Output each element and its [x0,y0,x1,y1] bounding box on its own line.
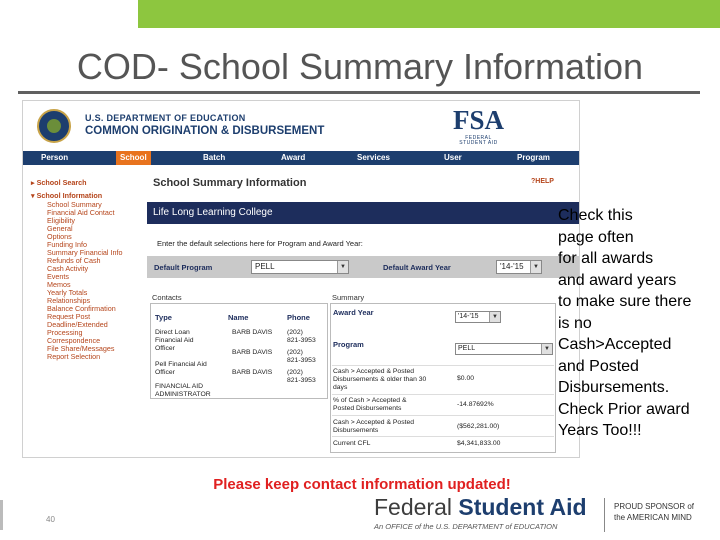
summary-program-label: Program [333,340,364,349]
footer-brand-regular: Federal [374,494,459,520]
callout-line: Years Too!!! [558,422,642,439]
summary-award-year-value: '14-'15 [458,313,479,320]
callout-text [558,205,691,442]
contact-1-phone-number: 821-3953 [287,337,316,344]
top-band-notch [0,0,138,28]
summary-heading: Summary [332,293,365,302]
top-accent-band [0,0,720,28]
sidebar-item-events[interactable]: Events [47,272,69,281]
contact-update-reminder: Please keep contact information updated! [213,476,511,493]
summary-divider [332,394,554,395]
left-edge-marker [0,500,3,530]
default-program-label: Default Program [154,263,213,272]
summary-row1-label-line1: Cash > Accepted & Posted [333,368,415,375]
nav-user[interactable]: User [444,153,462,162]
sidebar-school-search[interactable]: ▸ School Search [31,178,87,187]
summary-row3-label-line2: Disbursements [333,427,379,434]
contacts-col-phone: Phone [287,313,310,322]
callout-line: Check this [558,207,633,224]
default-selection-instructions: Enter the default selections here for Program and Award Year: [157,239,363,248]
callout-line: Cash>Accepted [558,336,672,353]
sidebar-school-search-label: School Search [36,178,87,187]
sidebar-item-report-selection[interactable]: Report Selection [47,352,101,361]
nav-program[interactable]: Program [517,153,550,162]
callout-line: Check Prior award [558,400,690,418]
contact-3-phone-number: 821-3953 [287,377,316,384]
top-nav [23,151,580,165]
contact-1-phone-area: (202) [287,329,303,336]
slide-number: 40 [46,515,55,524]
summary-row3-label-line1: Cash > Accepted & Posted [333,419,415,426]
fsa-logo-text: FSA [453,105,505,135]
title-divider [18,91,700,94]
contact-2-type-line2: Officer [155,369,175,376]
contact-1-type-line1: Direct Loan [155,329,190,336]
contact-3-type-line1: FINANCIAL AID [155,383,204,390]
sidebar-item-options[interactable]: Options [47,232,72,241]
summary-divider [332,365,554,366]
summary-row1-value: $0.00 [457,375,475,382]
summary-award-year-select[interactable] [455,311,501,323]
left-sidebar [23,167,143,458]
sidebar-item-summary-financial-info[interactable]: Summary Financial Info [47,248,123,257]
sidebar-item-cash-activity[interactable]: Cash Activity [47,264,89,273]
callout-line: page often [558,228,634,246]
sidebar-item-deadline-extended[interactable]: Deadline/Extended [47,320,108,329]
cod-screenshot [22,100,580,458]
sponsor-line-1: PROUD SPONSOR of [614,502,695,511]
summary-divider [332,436,554,437]
sidebar-item-eligibility[interactable]: Eligibility [47,216,75,225]
sidebar-item-financial-aid-contact[interactable]: Financial Aid Contact [47,208,115,217]
contact-2-phone-number: 821-3953 [287,357,316,364]
fsa-logo-subtext: FEDERAL STUDENT AID [459,135,498,146]
chevron-down-icon: ▼ [541,344,552,354]
footer-divider [604,498,605,532]
callout-line: is no [558,314,592,332]
contact-3-phone-area: (202) [287,369,303,376]
school-name-bar [147,202,580,224]
contact-2-name: BARB DAVIS [232,349,273,356]
callout-line: for all awards [558,250,654,267]
sidebar-item-yearly-totals[interactable]: Yearly Totals [47,288,88,297]
nav-award[interactable]: Award [281,153,306,162]
footer-brand [374,494,587,521]
cod-header [23,101,580,151]
dept-name: U.S. DEPARTMENT OF EDUCATION [85,113,246,123]
nav-person[interactable]: Person [41,153,69,162]
footer-brand-bold: Student Aid [458,494,587,520]
page-title: School Summary Information [153,177,307,189]
sidebar-item-correspondence[interactable]: Correspondence [47,336,101,345]
school-name: Life Long Learning College [153,207,273,218]
summary-program-value: PELL [458,345,476,352]
chevron-down-icon: ▼ [337,261,348,273]
summary-row4-label: Current CFL [333,440,371,447]
callout-line: to make sure there [558,293,692,310]
contacts-col-type: Type [155,313,172,322]
contact-3-type-line2: ADMINISTRATOR [155,391,211,398]
slide-title: COD- School Summary Information [76,46,644,87]
fsa-logo[interactable] [453,105,505,149]
callout-line: and Posted [558,357,639,375]
footer-office-line: An OFFICE of the U.S. DEPARTMENT of EDUCATION [374,522,558,531]
nav-services[interactable]: Services [357,153,390,162]
help-link[interactable] [531,178,554,185]
sidebar-school-information-label: School Information [36,191,103,200]
help-icon: ? [531,178,536,185]
contact-1-name: BARB DAVIS [232,329,273,336]
default-award-year-label: Default Award Year [383,263,451,272]
sidebar-item-file-share-messages[interactable]: File Share/Messages [47,344,115,353]
chevron-down-icon: ▼ [489,312,500,322]
sidebar-item-relationships[interactable]: Relationships [47,296,91,305]
default-program-select[interactable] [251,260,349,274]
sidebar-item-school-summary[interactable]: School Summary [47,200,102,209]
nav-batch[interactable]: Batch [203,153,226,162]
sidebar-item-request-post[interactable]: Request Post [47,312,91,321]
callout-line: Disbursements. [558,379,670,396]
sidebar-item-processing[interactable]: Processing [47,328,83,337]
sidebar-item-refunds-of-cash[interactable]: Refunds of Cash [47,256,101,265]
sidebar-item-balance-confirmation[interactable]: Balance Confirmation [47,304,116,313]
contact-1-type-line2: Financial Aid [155,337,194,344]
summary-award-year-label: Award Year [333,308,374,317]
sidebar-item-memos[interactable]: Memos [47,280,71,289]
nav-school[interactable]: School [116,151,151,165]
contact-1-type-line3: Officer [155,345,175,352]
summary-row1-label-line3: days [333,384,348,391]
contacts-heading: Contacts [152,293,182,302]
federal-student-aid-footer-logo [374,494,587,531]
summary-row2-label-line2: Posted Disbursements [333,405,402,412]
default-selection-bar [147,256,580,278]
default-program-value: PELL [255,262,275,271]
summary-row1-label-line2: Disbursements & older than 30 [333,376,427,383]
help-label: HELP [535,178,554,185]
summary-row4-value: $4,341,833.00 [457,440,501,447]
sponsor-tagline [614,501,694,523]
contacts-col-name: Name [228,313,249,322]
department-seal-icon [37,109,71,143]
summary-row2-label-line1: % of Cash > Accepted & [333,397,407,404]
default-award-year-select[interactable] [496,260,542,274]
summary-row2-value: -14.87692% [457,401,494,408]
contact-2-phone-area: (202) [287,349,303,356]
sponsor-line-2: the AMERICAN MIND [614,513,692,522]
default-award-year-value: '14-'15 [500,262,524,271]
sidebar-item-general[interactable]: General [47,224,73,233]
chevron-down-icon: ▼ [530,261,541,273]
contact-3-name: BARB DAVIS [232,369,273,376]
cod-title: COMMON ORIGINATION & DISBURSEMENT [85,125,325,137]
sidebar-school-information[interactable]: ▾ School Information [31,191,103,200]
contact-2-type-line1: Pell Financial Aid [155,361,207,368]
summary-program-select[interactable] [455,343,553,355]
summary-row3-value: ($562,281.00) [457,423,500,430]
sidebar-item-funding-info[interactable]: Funding Info [47,240,87,249]
callout-line: and award years [558,271,677,289]
summary-divider [332,415,554,416]
